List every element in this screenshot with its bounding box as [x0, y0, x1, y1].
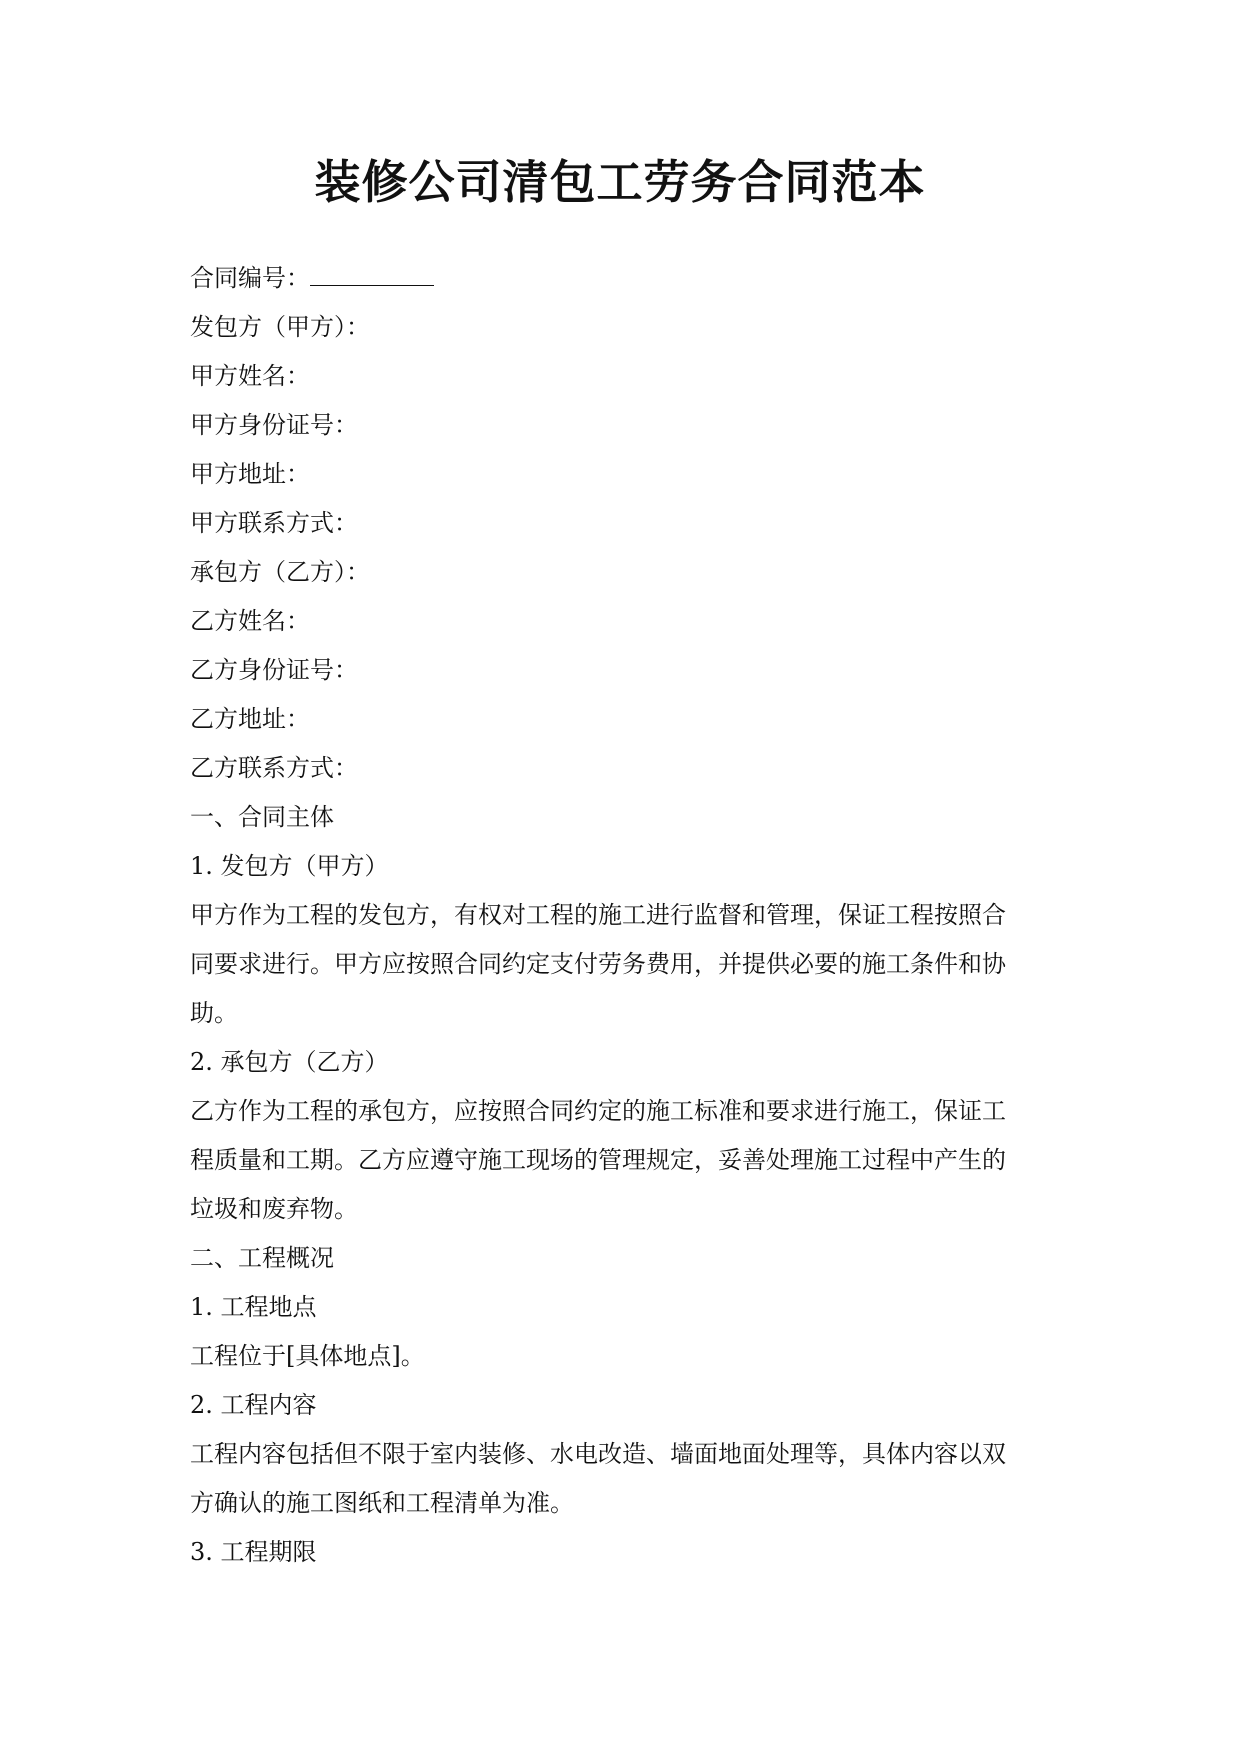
- party-b-address-field: 乙方地址：: [190, 705, 310, 733]
- party-b-contact-field: 乙方联系方式：: [190, 754, 358, 782]
- section-1-heading: 一、合同主体: [190, 803, 334, 831]
- party-a-heading: 发包方（甲方）：: [190, 313, 370, 341]
- section-1-item-2-line: 垃圾和废弃物。: [190, 1195, 358, 1223]
- section-1-item-2-heading: 2. 承包方（乙方）: [190, 1048, 389, 1076]
- section-1-item-1-line: 助。: [190, 999, 238, 1027]
- section-2-item-2-line: 工程内容包括但不限于室内装修、水电改造、墙面地面处理等，具体内容以双: [190, 1440, 1006, 1468]
- section-2-heading: 二、工程概况: [190, 1244, 334, 1272]
- section-1-item-1-line: 甲方作为工程的发包方，有权对工程的施工进行监督和管理，保证工程按照合: [190, 901, 1006, 929]
- section-2-item-3-heading: 3. 工程期限: [190, 1538, 317, 1566]
- section-1-item-2-line: 乙方作为工程的承包方，应按照合同约定的施工标准和要求进行施工，保证工: [190, 1097, 1006, 1125]
- contract-number-line: [190, 254, 1060, 303]
- section-2-item-1-text: 工程位于[具体地点]。: [190, 1342, 425, 1370]
- section-2-item-2-line: 方确认的施工图纸和工程清单为准。: [190, 1489, 574, 1517]
- section-1-item-2-line: 程质量和工期。乙方应遵守施工现场的管理规定，妥善处理施工过程中产生的: [190, 1146, 1006, 1174]
- party-a-contact-field: 甲方联系方式：: [190, 509, 358, 537]
- document-title: 装修公司清包工劳务合同范本: [314, 155, 926, 209]
- section-2-item-2-heading: 2. 工程内容: [190, 1391, 317, 1419]
- party-a-address-field: 甲方地址：: [190, 460, 310, 488]
- party-b-id-field: 乙方身份证号：: [190, 656, 358, 684]
- contract-number-label: 合同编号：: [190, 264, 310, 292]
- section-1-item-1-heading: 1. 发包方（甲方）: [190, 852, 389, 880]
- document-body: [190, 254, 1060, 1577]
- section-1-item-1-line: 同要求进行。甲方应按照合同约定支付劳务费用，并提供必要的施工条件和协: [190, 950, 1006, 978]
- party-b-name-field: 乙方姓名：: [190, 607, 310, 635]
- party-a-name-field: 甲方姓名：: [190, 362, 310, 390]
- party-b-heading: 承包方（乙方）：: [190, 558, 370, 586]
- party-a-id-field: 甲方身份证号：: [190, 411, 358, 439]
- section-2-item-1-heading: 1. 工程地点: [190, 1293, 317, 1321]
- contract-number-blank: [310, 263, 434, 286]
